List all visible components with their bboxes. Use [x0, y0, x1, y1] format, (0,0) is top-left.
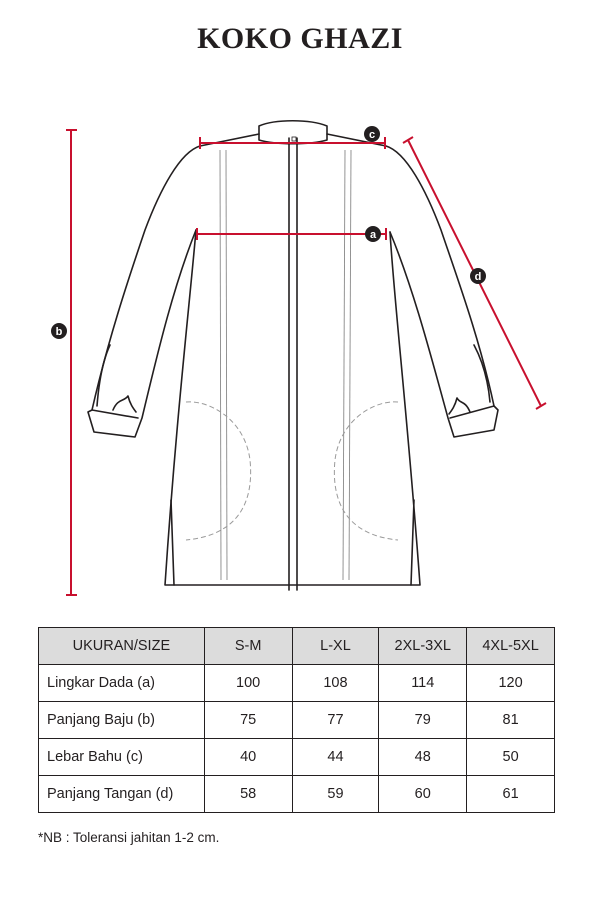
- svg-text:d: d: [474, 271, 482, 283]
- table-cell: 50: [467, 739, 555, 776]
- row-label: Lebar Bahu (c): [39, 739, 205, 776]
- table-cell: 79: [379, 702, 467, 739]
- garment-seams: [220, 150, 351, 580]
- column-header: L-XL: [292, 628, 379, 665]
- table-cell: 120: [467, 665, 555, 702]
- column-header: 2XL-3XL: [379, 628, 467, 665]
- table-cell: 58: [204, 776, 292, 813]
- table-cell: 40: [204, 739, 292, 776]
- table-cell: 75: [204, 702, 292, 739]
- marker-c: [364, 126, 380, 142]
- marker-b: [51, 323, 67, 339]
- table-cell: 48: [379, 739, 467, 776]
- table-cell: 59: [292, 776, 379, 813]
- table-header-row: [39, 628, 555, 665]
- column-header: S-M: [204, 628, 292, 665]
- table-row: [39, 702, 555, 739]
- table-cell: 77: [292, 702, 379, 739]
- table-cell: 81: [467, 702, 555, 739]
- tolerance-note: *NB : Toleransi jahitan 1-2 cm.: [38, 830, 220, 845]
- garment-outline: [88, 121, 498, 590]
- column-header: UKURAN/SIZE: [39, 628, 205, 665]
- row-label: Panjang Baju (b): [39, 702, 205, 739]
- table-row: [39, 665, 555, 702]
- table-row: [39, 739, 555, 776]
- measure-lines: [66, 130, 546, 595]
- table-cell: 114: [379, 665, 467, 702]
- page-title: KOKO GHAZI: [197, 22, 403, 55]
- column-header: 4XL-5XL: [467, 628, 555, 665]
- row-label: Panjang Tangan (d): [39, 776, 205, 813]
- svg-text:a: a: [369, 229, 377, 241]
- marker-d: [470, 268, 486, 284]
- table-cell: 100: [204, 665, 292, 702]
- marker-a: [365, 226, 381, 242]
- table-cell: 61: [467, 776, 555, 813]
- table-cell: 44: [292, 739, 379, 776]
- pocket-outlines: [186, 402, 398, 540]
- size-table: [38, 627, 555, 813]
- svg-text:b: b: [55, 326, 63, 338]
- table-cell: 108: [292, 665, 379, 702]
- svg-text:c: c: [368, 129, 376, 141]
- row-label: Lingkar Dada (a): [39, 665, 205, 702]
- table-cell: 60: [379, 776, 467, 813]
- table-row: [39, 776, 555, 813]
